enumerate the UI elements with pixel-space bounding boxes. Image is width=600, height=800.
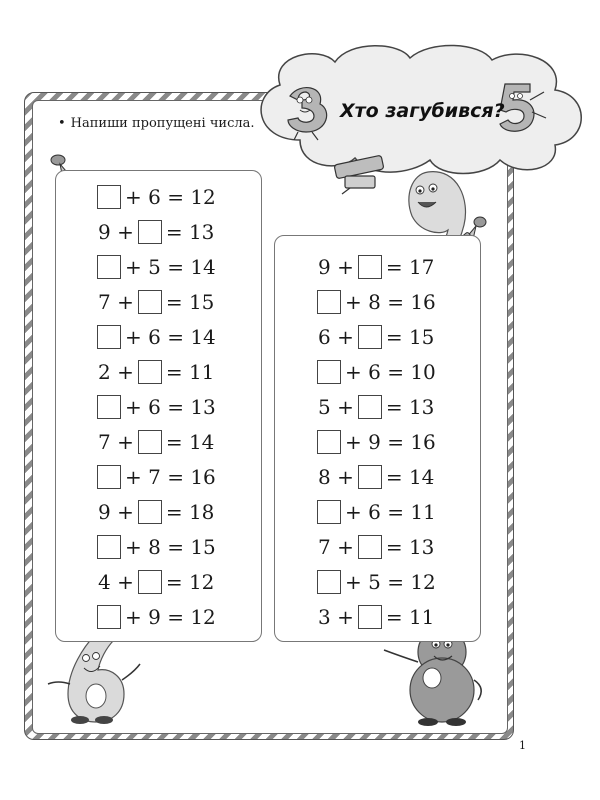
answer-box[interactable] <box>358 325 382 349</box>
equation-row <box>98 499 214 525</box>
equation-row <box>318 324 434 350</box>
equation-row <box>318 604 434 630</box>
equation-row <box>98 359 214 385</box>
equation-right-part: + 5 = 14 <box>125 255 216 279</box>
equation-right-part: = 11 <box>165 360 215 384</box>
equation-right-part: + 6 = 11 <box>345 500 436 524</box>
bullet-icon: • <box>58 116 66 131</box>
equation-right-part: = 17 <box>385 255 435 279</box>
equation-left-part: 6 + <box>318 325 354 349</box>
equation-row <box>97 254 216 280</box>
equation-row <box>318 254 434 280</box>
answer-box[interactable] <box>317 290 341 314</box>
equation-right-part: = 18 <box>165 500 215 524</box>
equation-row <box>97 394 216 420</box>
instruction-text: Напиши пропущені числа. <box>70 116 255 131</box>
equation-right-part: + 8 = 16 <box>345 290 436 314</box>
equation-right-part: = 12 <box>165 570 215 594</box>
equation-row <box>317 499 436 525</box>
equation-right-part: = 13 <box>385 535 435 559</box>
equation-row <box>317 359 436 385</box>
equation-right-part: + 6 = 14 <box>125 325 216 349</box>
equation-right-part: = 13 <box>165 220 215 244</box>
equation-row <box>318 464 434 490</box>
equation-row <box>98 219 214 245</box>
equation-right-part: + 9 = 12 <box>125 605 216 629</box>
answer-box[interactable] <box>97 395 121 419</box>
equation-row <box>317 289 436 315</box>
equation-row <box>317 429 436 455</box>
equation-row <box>318 534 434 560</box>
page-title: Хто загубився? <box>340 100 505 122</box>
digit-6-character <box>48 634 140 724</box>
answer-box[interactable] <box>317 570 341 594</box>
answer-box[interactable] <box>358 255 382 279</box>
equation-row <box>318 394 434 420</box>
equation-right-part: + 6 = 12 <box>125 185 216 209</box>
answer-box[interactable] <box>97 325 121 349</box>
equation-right-part: + 6 = 10 <box>345 360 436 384</box>
answer-box[interactable] <box>97 605 121 629</box>
equation-left-part: 7 + <box>98 430 134 454</box>
answer-box[interactable] <box>97 535 121 559</box>
equation-row <box>317 569 436 595</box>
answer-box[interactable] <box>138 570 162 594</box>
equation-right-part: = 14 <box>385 465 435 489</box>
equation-left-part: 3 + <box>318 605 354 629</box>
equation-row <box>97 464 216 490</box>
page-number: 1 <box>519 739 526 752</box>
equation-row <box>97 324 216 350</box>
equation-row <box>97 604 216 630</box>
answer-box[interactable] <box>138 290 162 314</box>
answer-box[interactable] <box>97 185 121 209</box>
answer-box[interactable] <box>358 465 382 489</box>
equation-right-part: = 13 <box>385 395 435 419</box>
digit-8-character <box>384 628 481 726</box>
equation-row <box>98 289 214 315</box>
equation-right-part: + 6 = 13 <box>125 395 216 419</box>
equation-left-part: 7 + <box>318 535 354 559</box>
equation-left-part: 7 + <box>98 290 134 314</box>
answer-box[interactable] <box>317 430 341 454</box>
answer-box[interactable] <box>138 430 162 454</box>
equation-right-part: = 15 <box>165 290 215 314</box>
answer-box[interactable] <box>358 395 382 419</box>
answer-box[interactable] <box>358 535 382 559</box>
equation-left-part: 9 + <box>98 220 134 244</box>
equation-right-part: = 14 <box>165 430 215 454</box>
answer-box[interactable] <box>358 605 382 629</box>
equation-right-part: + 7 = 16 <box>125 465 216 489</box>
equation-left-part: 2 + <box>98 360 134 384</box>
equation-left-part: 9 + <box>98 500 134 524</box>
equation-left-part: 4 + <box>98 570 134 594</box>
equation-row <box>97 534 216 560</box>
answer-box[interactable] <box>317 500 341 524</box>
equation-row <box>97 184 216 210</box>
answer-box[interactable] <box>138 220 162 244</box>
equation-right-part: = 15 <box>385 325 435 349</box>
answer-box[interactable] <box>138 360 162 384</box>
exercise-instruction <box>58 116 255 131</box>
equation-row <box>98 569 214 595</box>
equation-right-part: = 11 <box>385 605 435 629</box>
answer-box[interactable] <box>97 255 121 279</box>
equation-left-part: 9 + <box>318 255 354 279</box>
equation-right-part: + 5 = 12 <box>345 570 436 594</box>
answer-box[interactable] <box>138 500 162 524</box>
equation-right-part: + 9 = 16 <box>345 430 436 454</box>
equation-right-part: + 8 = 15 <box>125 535 216 559</box>
equation-row <box>98 429 214 455</box>
equation-left-part: 5 + <box>318 395 354 419</box>
equation-left-part: 8 + <box>318 465 354 489</box>
answer-box[interactable] <box>97 465 121 489</box>
answer-box[interactable] <box>317 360 341 384</box>
